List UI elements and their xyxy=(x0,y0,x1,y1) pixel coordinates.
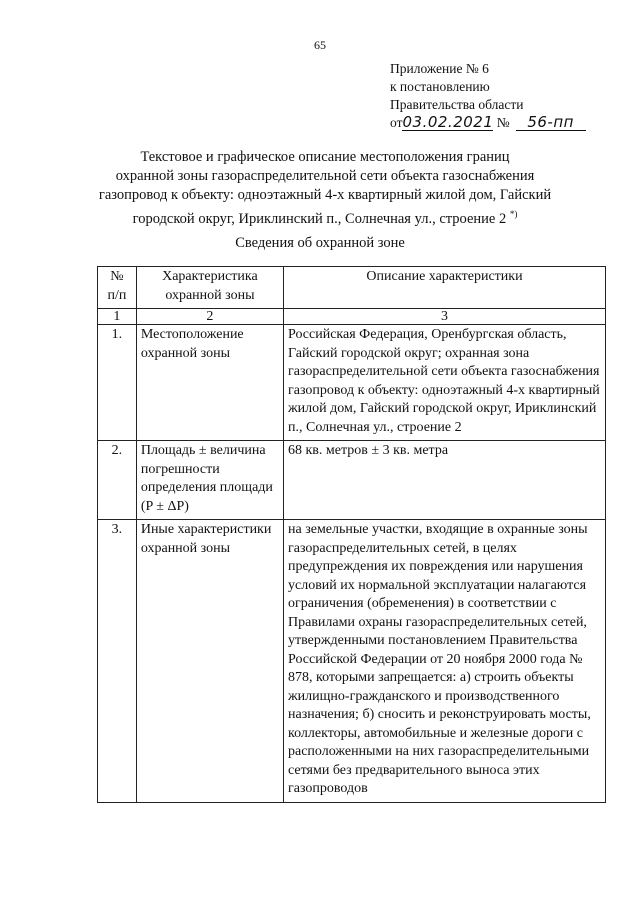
row-description: 68 кв. метров ± 3 кв. метра xyxy=(284,441,606,520)
header-number-line-1: № xyxy=(110,269,124,284)
table-row xyxy=(98,441,606,520)
appendix-line-2: к постановлению xyxy=(390,79,490,94)
header-description: Описание характеристики xyxy=(284,267,606,309)
section-title: Сведения об охранной зоне xyxy=(235,235,405,251)
title-line-4-text: городской округ, Ириклинский п., Солнечная ул., строение 2 xyxy=(132,210,507,227)
row-characteristic: Местоположение охранной зоны xyxy=(136,325,283,441)
row-number: 3. xyxy=(98,520,137,803)
appendix-date-line xyxy=(390,114,586,132)
table-header-row xyxy=(98,267,606,309)
table-row xyxy=(98,325,606,441)
title-line-1: Текстовое и графическое описание местоположения границ xyxy=(140,149,510,165)
header-characteristic xyxy=(136,267,283,309)
header-number xyxy=(98,267,137,309)
handwritten-number: 56-пп xyxy=(516,115,586,131)
title-line-4 xyxy=(90,205,560,229)
row-characteristic: Площадь ± величина погрешности определения площади (P ± ΔP) xyxy=(136,441,283,520)
row-number: 2. xyxy=(98,441,137,520)
protection-zone-table xyxy=(97,266,606,803)
header-characteristic-line-2: охранной зоны xyxy=(165,287,255,303)
date-prefix: от xyxy=(390,115,403,130)
number-prefix: № xyxy=(496,115,510,130)
appendix-block xyxy=(390,60,586,132)
footnote-mark: *) xyxy=(509,209,518,219)
table-row xyxy=(98,520,606,803)
table-index-row xyxy=(98,309,606,325)
header-number-line-2: п/п xyxy=(107,287,127,303)
row-description: на земельные участки, входящие в охранные зоны газораспределительных сетей, в целях предупреждения их повреждения или нарушения условий их нормальной эксплуатации налагаются ограничения (обременения) в соответствии с Правилами охраны газораспределительных сетей, утвержденными постановлением Правительства Российской Федерации от 20 ноября 2000 года № 878, которыми запрещается: а) строить объекты жилищно-гражданского и производственного назначения; б) сносить и реконструировать мосты, коллекторы, автомобильные и железные дороги с расположенными на них газораспределительными сетями без предварительного выноса этих газопроводов xyxy=(284,520,606,803)
row-description: Российская Федерация, Оренбургская область, Гайский городской округ; охранная зона газораспределительной сети объекта газоснабжения газопровод к объекту: одноэтажный 4-х квартирный жилой дом, Гайский городской округ, Ириклинский п., Солнечная ул., строение 2 xyxy=(284,325,606,441)
index-cell: 3 xyxy=(284,309,606,325)
title-line-2: охранной зоны газораспределительной сети объекта газоснабжения xyxy=(115,168,535,184)
appendix-line-3: Правительства области xyxy=(390,97,524,112)
header-characteristic-line-1: Характеристика xyxy=(162,269,258,284)
index-cell: 2 xyxy=(136,309,283,325)
page-number: 65 xyxy=(314,38,326,52)
row-number: 1. xyxy=(98,325,137,441)
appendix-line-1: Приложение № 6 xyxy=(390,61,489,76)
index-cell: 1 xyxy=(98,309,137,325)
title-line-3: газопровод к объекту: одноэтажный 4-х квартирный жилой дом, Гайский xyxy=(98,187,552,203)
row-characteristic: Иные характеристики охранной зоны xyxy=(136,520,283,803)
handwritten-date: 03.02.2021 xyxy=(402,113,494,131)
document-title xyxy=(90,148,560,229)
